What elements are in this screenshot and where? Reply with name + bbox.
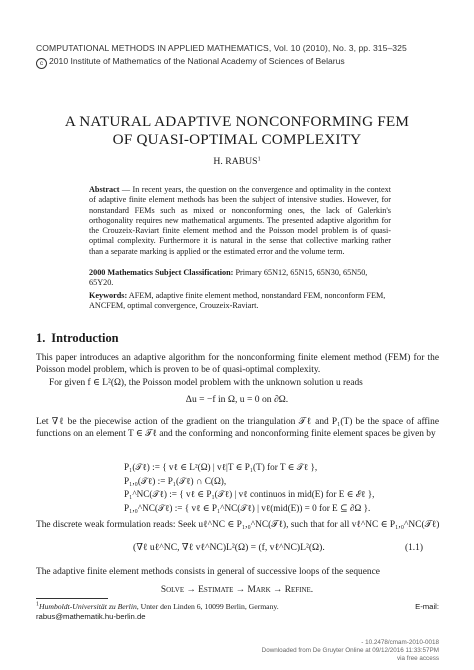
keywords-text: AFEM, adaptive finite element method, nonstandard FEM, nonconform FEM, ANCFEM, optimal convergence, Crouzeix-Raviart. bbox=[89, 291, 386, 311]
copyright-text: 2010 Institute of Mathematics of the National Academy of Sciences of Belarus bbox=[49, 56, 345, 66]
discrete-equation: (∇ℓ uℓ^NC, ∇ℓ vℓ^NC)L²(Ω) = (f, vℓ^NC)L²(Ω). bbox=[133, 542, 325, 553]
intro-paragraph: This paper introduces an adaptive algorithm for the nonconforming finite element method (FEM) for the Poisson model problem, which is proven to be of quasi-optimal complexity. bbox=[36, 353, 439, 376]
access-stamp: via free access bbox=[397, 655, 439, 662]
keywords bbox=[89, 291, 391, 312]
footnote-rule bbox=[36, 598, 108, 599]
email-label: E-mail: bbox=[415, 602, 439, 611]
paper-title-line-1: A NATURAL ADAPTIVE NONCONFORMING FEM bbox=[64, 113, 410, 130]
afem-loop-paragraph: The adaptive finite element methods consists in general of successive loops of the sequence bbox=[36, 567, 380, 577]
problem-paragraph: For given f ∈ L²(Ω), the Poisson model problem with the unknown solution u reads bbox=[49, 378, 363, 388]
section-heading bbox=[36, 331, 119, 346]
doi-stamp: - 10.2478/cmam-2010-0018 bbox=[361, 639, 439, 646]
download-stamp: Downloaded from De Gruyter Online at 09/12/2016 11:33:57PM bbox=[261, 647, 439, 654]
journal-citation: COMPUTATIONAL METHODS IN APPLIED MATHEMATICS, Vol. 10 (2010), No. 3, pp. 315–325 bbox=[36, 43, 407, 53]
poisson-equation: Δu = −f in Ω, u = 0 on ∂Ω. bbox=[185, 394, 289, 405]
definition-p1-nc: P₁^NC(𝒯ℓ) := { vℓ ∈ P₁(𝒯ℓ) | vℓ continuos in mid(E) for E ∈ ℰℓ }, bbox=[124, 489, 375, 500]
email-link[interactable]: rabus@mathematik.hu-berlin.de bbox=[36, 611, 146, 621]
definition-p10: P₁,₀(𝒯ℓ) := P₁(𝒯ℓ) ∩ C(Ω), bbox=[124, 475, 227, 486]
weak-formulation-paragraph: The discrete weak formulation reads: Seek uℓ^NC ∈ P₁,₀^NC(𝒯ℓ), such that for all vℓ^NC ∈ P₁,₀^NC(𝒯ℓ) bbox=[36, 520, 440, 530]
copyright-icon: c bbox=[36, 58, 47, 69]
abstract bbox=[89, 185, 391, 257]
equation-number: (1.1) bbox=[405, 543, 423, 553]
section-title: Introduction bbox=[51, 331, 119, 345]
footnote-mark: 1 bbox=[36, 601, 39, 608]
author-name: H. RABUS bbox=[213, 156, 258, 167]
msc-classification bbox=[89, 268, 391, 289]
abstract-label: Abstract bbox=[89, 185, 120, 194]
author-footnote-mark: 1 bbox=[257, 156, 261, 163]
paper-title-line-2: OF QUASI-OPTIMAL COMPLEXITY bbox=[112, 131, 362, 148]
keywords-label: Keywords: bbox=[89, 291, 128, 300]
afem-loop-sequence bbox=[0, 585, 474, 595]
definition-p1: P₁(𝒯ℓ) := { vℓ ∈ L²(Ω) | vℓ|T ∈ P₁(T) for T ∈ 𝒯ℓ }, bbox=[124, 462, 318, 472]
author bbox=[0, 156, 474, 167]
abstract-dash: — bbox=[119, 185, 133, 194]
footnote-address: Unter den Linden 6, 10099 Berlin, Germany. bbox=[138, 602, 279, 611]
abstract-text: In recent years, the question on the convergence and optimality in the context of adaptive finite element methods has been the subject of intensive studies. However, for nonstandard FEMs such as mixed or nonconforming ones, the lack of Galerkin's orthogonality requires new mathematical arguments. The presented adaptive algorithm for the Crouzeix-Raviart finite element method and the Poisson model problem is of quasi-optimal complexity. Furthermore it is natural in the sense that collective marking rather than a separate marking is applied or the estimated error and the volume term. bbox=[89, 185, 391, 256]
space-definitions bbox=[124, 461, 374, 515]
definition-p10-nc: P₁,₀^NC(𝒯ℓ) := { vℓ ∈ P₁^NC(𝒯ℓ) | vℓ(mid(E)) = 0 for E ⊆ ∂Ω }. bbox=[124, 502, 371, 513]
footnote-affiliation: Humboldt-Universität zu Berlin, bbox=[39, 602, 139, 611]
afem-loop-text: Solve → Estimate → Mark → Refine. bbox=[160, 585, 314, 595]
footnote bbox=[36, 602, 439, 622]
copyright-line bbox=[36, 56, 345, 69]
msc-text: Primary 65N12, 65N15, 65N30, 65N50, 65Y20. bbox=[89, 268, 368, 288]
section-number: 1. bbox=[36, 331, 46, 345]
spaces-paragraph: Let ∇ℓ be the piecewise action of the gradient on the triangulation 𝒯ℓ and P₁(T) be the space of affine functions on an element T ∈ 𝒯ℓ and the conforming and nonconforming finite element spaces be given by bbox=[36, 417, 439, 440]
msc-label: 2000 Mathematics Subject Classification: bbox=[89, 268, 234, 277]
